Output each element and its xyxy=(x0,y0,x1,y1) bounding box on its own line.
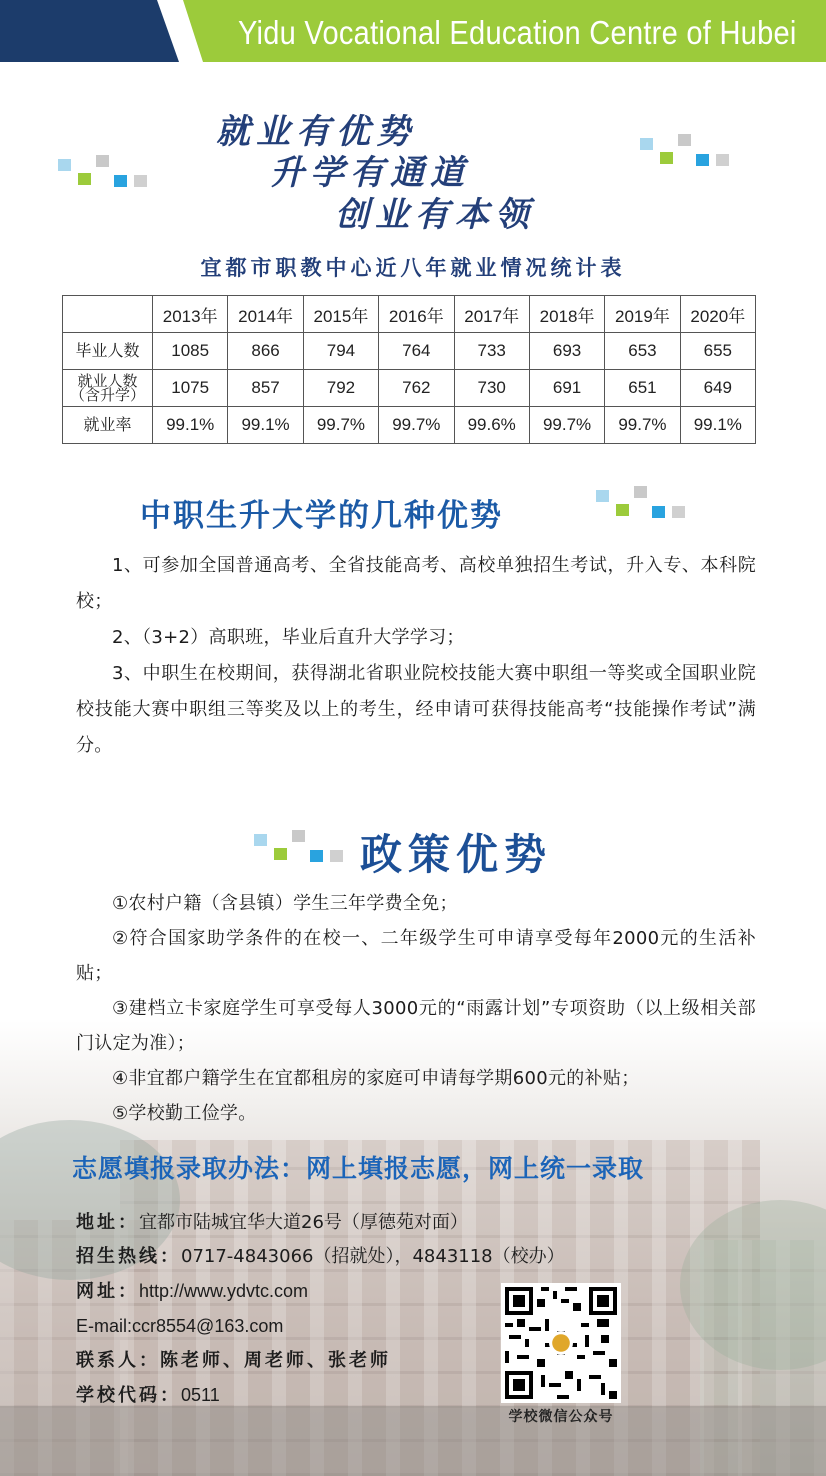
decorative-squares-policy xyxy=(254,830,354,870)
table-corner-cell xyxy=(63,296,153,333)
table-cell: 651 xyxy=(605,370,680,407)
policy-item: ②符合国家助学条件的在校一、二年级学生可申请享受每年2000元的生活补贴； xyxy=(76,928,756,984)
policy-list xyxy=(76,886,756,1131)
table-cell: 653 xyxy=(605,333,680,370)
table-cell: 99.1% xyxy=(680,407,755,444)
year-header: 2020年 xyxy=(680,296,755,333)
table-cell: 762 xyxy=(379,370,454,407)
table-cell: 866 xyxy=(228,333,303,370)
policy-item: ⑤学校勤工俭学。 xyxy=(112,1103,257,1124)
table-cell: 730 xyxy=(454,370,529,407)
policy-heading: 政策优势 xyxy=(360,830,553,879)
slogan-entrepreneurship: 创业有本领 xyxy=(335,195,535,235)
row-label-employed xyxy=(63,370,153,407)
row-label-graduates: 毕业人数 xyxy=(63,333,153,370)
table-cell: 693 xyxy=(529,333,604,370)
contact-person-label: 联系人： xyxy=(76,1350,160,1371)
row-label-employment-rate: 就业率 xyxy=(63,407,153,444)
year-header: 2014年 xyxy=(228,296,303,333)
row-label-employed-line2: （含升学） xyxy=(69,386,145,404)
table-cell: 691 xyxy=(529,370,604,407)
table-header-row xyxy=(63,296,756,333)
school-code-label: 学校代码： xyxy=(76,1385,181,1406)
advantages-heading: 中职生升大学的几种优势 xyxy=(140,498,503,534)
table-cell: 794 xyxy=(303,333,378,370)
year-header: 2018年 xyxy=(529,296,604,333)
table-cell: 99.7% xyxy=(529,407,604,444)
table-cell: 99.6% xyxy=(454,407,529,444)
website-row xyxy=(76,1274,565,1309)
website-label: 网址： xyxy=(76,1281,139,1302)
table-cell: 733 xyxy=(454,333,529,370)
table-cell: 857 xyxy=(228,370,303,407)
table-cell: 1085 xyxy=(153,333,228,370)
qr-code-icon xyxy=(505,1287,617,1399)
advantage-item: 1、可参加全国普通高考、全省技能高考、高校单独招生考试，升入专、本科院校； xyxy=(76,555,756,612)
hotline-value: 0717-4843066（招就处），4843118（校办） xyxy=(181,1246,565,1267)
hotline-row xyxy=(76,1240,565,1274)
table-cell: 792 xyxy=(303,370,378,407)
contact-info xyxy=(76,1206,565,1413)
header-banner xyxy=(0,0,826,62)
table-cell: 99.7% xyxy=(605,407,680,444)
decorative-squares-advantages xyxy=(596,486,696,526)
table-cell: 99.1% xyxy=(228,407,303,444)
year-header: 2015年 xyxy=(303,296,378,333)
table-title: 宜都市职教中心近八年就业情况统计表 xyxy=(200,255,626,280)
table-row xyxy=(63,407,756,444)
address-row xyxy=(76,1206,565,1240)
year-header: 2019年 xyxy=(605,296,680,333)
address-label: 地址： xyxy=(76,1212,139,1233)
contact-person-names: 陈老师、周老师、张老师 xyxy=(160,1350,391,1371)
email-row xyxy=(76,1309,565,1344)
year-header: 2016年 xyxy=(379,296,454,333)
policy-item: ③建档立卡家庭学生可享受每人3000元的“雨露计划”专项资助（以上级相关部门认定为准）； xyxy=(76,998,756,1054)
wechat-qr-code[interactable] xyxy=(501,1283,621,1403)
qr-label: 学校微信公众号 xyxy=(508,1409,614,1425)
email-link[interactable]: E-mail:ccr8554@163.com xyxy=(76,1316,284,1336)
hotline-label: 招生热线： xyxy=(76,1246,181,1267)
employment-stats-table xyxy=(62,295,756,444)
row-label-employed-line1: 就业人数 xyxy=(77,372,138,390)
decorative-squares-left xyxy=(58,155,158,195)
school-code-value: 0511 xyxy=(181,1385,220,1405)
contact-person-row xyxy=(76,1344,565,1378)
year-header: 2017年 xyxy=(454,296,529,333)
header-title: Yidu Vocational Education Centre of Hubei xyxy=(238,14,797,51)
decorative-squares-right xyxy=(640,134,740,174)
website-link[interactable]: http://www.ydvtc.com xyxy=(139,1281,309,1301)
table-row xyxy=(63,370,756,407)
advantage-item: 2、（3+2）高职班，毕业后直升大学学习； xyxy=(112,627,465,648)
table-cell: 649 xyxy=(680,370,755,407)
table-row xyxy=(63,333,756,370)
table-cell: 99.1% xyxy=(153,407,228,444)
advantages-list xyxy=(76,548,756,764)
table-cell: 655 xyxy=(680,333,755,370)
table-cell: 99.7% xyxy=(303,407,378,444)
policy-item: ④非宜都户籍学生在宜都租房的家庭可申请每学期600元的补贴； xyxy=(112,1068,640,1089)
slogan-employment: 就业有优势 xyxy=(216,112,416,152)
slogan-further-study: 升学有通道 xyxy=(270,153,470,193)
table-cell: 1075 xyxy=(153,370,228,407)
advantage-item: 3、中职生在校期间，获得湖北省职业院校技能大赛中职组一等奖或全国职业院校技能大赛中职组三等奖及以上的考生，经申请可获得技能高考“技能操作考试”满分。 xyxy=(76,663,756,756)
year-header: 2013年 xyxy=(153,296,228,333)
policy-item: ①农村户籍（含县镇）学生三年学费全免； xyxy=(112,893,458,914)
address-value: 宜都市陆城宜华大道26号（厚德苑对面） xyxy=(139,1212,468,1233)
table-cell: 99.7% xyxy=(379,407,454,444)
admission-method-heading: 志愿填报录取办法：网上填报志愿，网上统一录取 xyxy=(72,1154,645,1183)
table-cell: 764 xyxy=(379,333,454,370)
